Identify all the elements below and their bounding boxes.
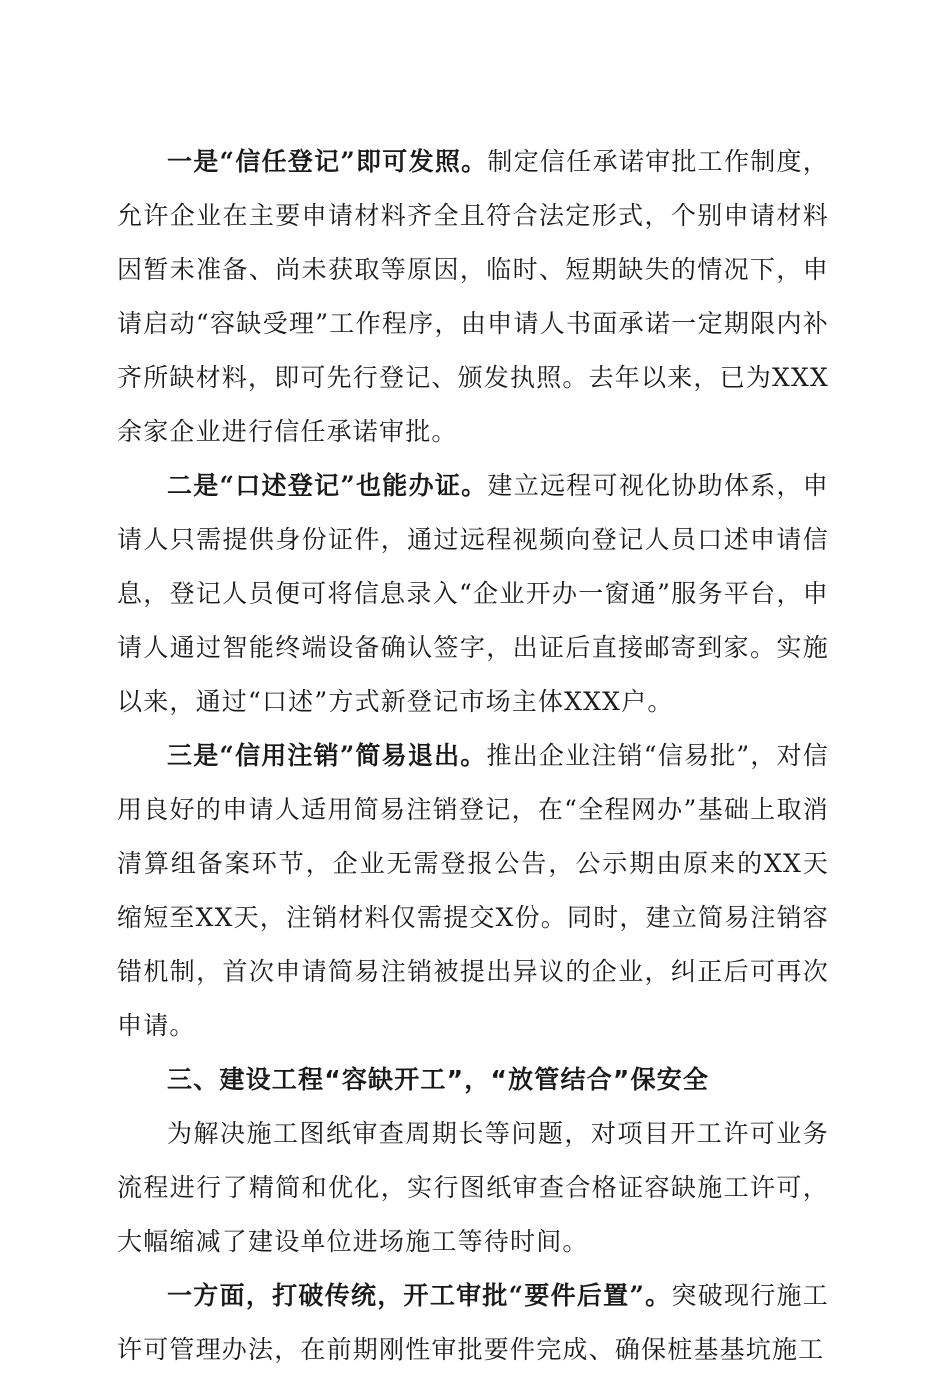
paragraph-lead: 二是“口述登记”也能办证。 bbox=[167, 471, 488, 500]
paragraph-lead: 三是“信用注销”简易退出。 bbox=[167, 741, 487, 770]
document-body bbox=[117, 135, 829, 1377]
paragraph-lead: 一方面，打破传统，开工审批“要件后置”。 bbox=[167, 1281, 672, 1310]
paragraph-text: 推出企业注销“信易批”，对信用良好的申请人适用简易注销登记，在“全程网办”基础上取消清算组备案环节，企业无需登报公告，公示期由原来的XX天缩短至XX天，注销材料仅需提交X份。同时，建立简易注销容错机制，首次申请简易注销被提出异议的企业，纠正后可再次申请。 bbox=[117, 741, 829, 1040]
paragraph-text: 突破现行施工许可管理办法，在前期刚性审批要件完成、确保桩基基坑施工 bbox=[117, 1281, 829, 1364]
paragraph-trust-registration bbox=[117, 135, 829, 459]
paragraph-text: 制定信任承诺审批工作制度，允许企业在主要申请材料齐全且符合法定形式，个别申请材料因暂未准备、尚未获取等原因，临时、短期缺失的情况下，申请启动“容缺受理”工作程序，由申请人书面承诺一定期限内补齐所缺材料，即可先行登记、颁发执照。去年以来，已为XXX余家企业进行信任承诺审批。 bbox=[117, 147, 829, 446]
paragraph-credit-cancellation bbox=[117, 729, 829, 1053]
paragraph-oral-registration bbox=[117, 459, 829, 729]
section-heading: 三、建设工程“容缺开工”，“放管结合”保安全 bbox=[167, 1065, 710, 1094]
paragraph-section-intro: 为解决施工图纸审查周期长等问题，对项目开工许可业务流程进行了精简和优化，实行图纸审查合格证容缺施工许可，大幅缩减了建设单位进场施工等待时间。 bbox=[117, 1119, 829, 1256]
paragraph-text: 建立远程可视化协助体系，申请人只需提供身份证件，通过远程视频向登记人员口述申请信息，登记人员便可将信息录入“企业开办一窗通”服务平台，申请人通过智能终端设备确认签字，出证后直接邮寄到家。实施以来，通过“口述”方式新登记市场主体XXX户。 bbox=[117, 471, 829, 716]
paragraph-lead: 一是“信任登记”即可发照。 bbox=[167, 147, 488, 176]
paragraph-requirements-postponed bbox=[117, 1269, 829, 1377]
